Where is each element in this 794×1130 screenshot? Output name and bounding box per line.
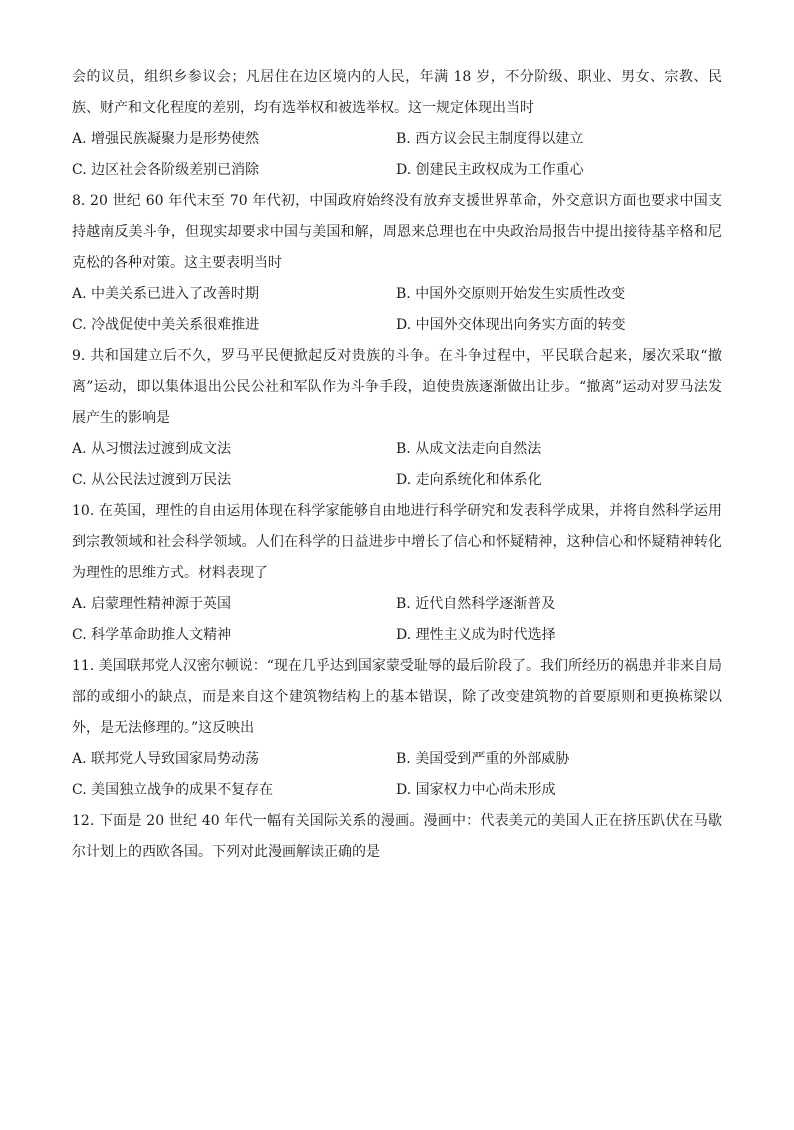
question-10-stem: 10. 在英国，理性的自由运用体现在科学家能够自由地进行科学研究和发表科学成果，并将自然科学运用到宗教领域和社会科学领域。人们在科学的日益进步中增长了信心和怀疑精神，这种信心和怀疑精神转化为理性的思维方式。材料表现了 [72,503,722,581]
option-b: B. 中国外交原则开始发生实质性改变 [396,286,626,302]
cartoon-area [72,868,722,1130]
option-c: C. 从公民法过渡到万民法 [72,472,232,488]
option-c: C. 边区社会各阶级差别已消除 [72,162,260,178]
question-10-options [72,589,722,651]
question-11-options [72,744,722,806]
question-9-stem: 9. 共和国建立后不久，罗马平民便掀起反对贵族的斗争。在斗争过程中，平民联合起来，屡次采取“撤离”运动，即以集体退出公民公社和军队作为斗争手段，迫使贵族逐渐做出让步。“撤离”运动对罗马法发展产生的影响是 [72,348,722,426]
option-b: B. 近代自然科学逐渐普及 [396,596,556,612]
option-a: A. 中美关系已进入了改善时期 [72,286,260,302]
question-12-stem: 12. 下面是 20 世纪 40 年代一幅有关国际关系的漫画。漫画中：代表美元的美国人正在挤压趴伏在马歇尔计划上的西欧各国。下列对此漫画解读正确的是 [72,813,722,860]
option-d: D. 国家权力中心尚未形成 [396,782,556,798]
question-8-options [72,279,722,341]
option-d: D. 中国外交体现出向务实方面的转变 [396,317,626,333]
question-9-options [72,434,722,496]
option-d: D. 走向系统化和体系化 [396,472,542,488]
option-d: D. 理性主义成为时代选择 [396,627,556,643]
option-b: B. 西方议会民主制度得以建立 [396,131,584,147]
option-b: B. 美国受到严重的外部威胁 [396,751,570,767]
option-c: C. 美国独立战争的成果不复存在 [72,782,274,798]
option-c: C. 科学革命助推人文精神 [72,627,232,643]
option-a: A. 增强民族凝聚力是形势使然 [72,131,260,147]
option-b: B. 从成文法走向自然法 [396,441,542,457]
question-8-stem: 8. 20 世纪 60 年代末至 70 年代初，中国政府始终没有放弃支援世界革命，外交意识方面也要求中国支持越南反美斗争，但现实却要求中国与美国和解，周恩来总理也在中央政治局报告中提出接待基辛格和尼克松的各种对策。这主要表明当时 [72,193,722,271]
question-7-options [72,124,722,186]
exam-content [72,62,722,1130]
option-a: A. 从习惯法过渡到成文法 [72,441,232,457]
option-a: A. 联邦党人导致国家局势动荡 [72,751,260,767]
question-11-stem: 11. 美国联邦党人汉密尔顿说：“现在几乎达到国家蒙受耻辱的最后阶段了。我们所经历的祸患并非来自局部的或细小的缺点，而是来自这个建筑物结构上的基本错误，除了改变建筑物的首要原则和更换栋梁以外，是无法修理的。”这反映出 [72,658,722,736]
option-a: A. 启蒙理性精神源于英国 [72,596,232,612]
option-d: D. 创建民主政权成为工作重心 [396,162,584,178]
question-7-stem: 会的议员，组织乡参议会；凡居住在边区境内的人民，年满 18 岁，不分阶级、职业、男女、宗教、民族、财产和文化程度的差别，均有选举权和被选举权。这一规定体现出当时 [72,69,722,116]
option-c: C. 冷战促使中美关系很难推进 [72,317,260,333]
